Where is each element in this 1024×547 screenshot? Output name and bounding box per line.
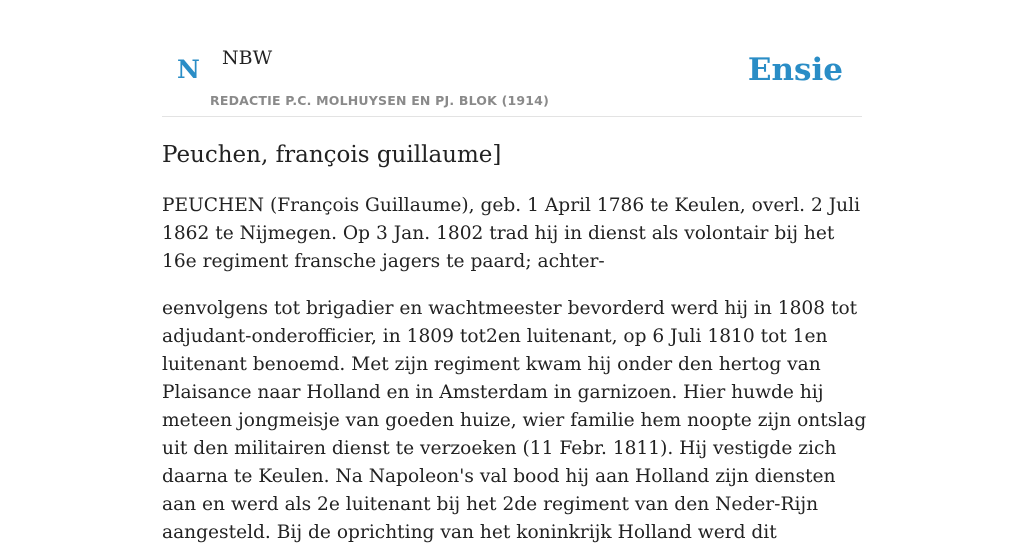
article-paragraph-2: eenvolgens tot brigadier en wachtmeester bevorderd werd hij in 1808 tot adjudant-onderofficier, in 1809 tot2en luitenant, op 6 Juli 1810 tot 1en luitenant benoemd. Met zijn regiment kwam hij onder den hertog van Plaisance naar Holland en in Amsterdam in garnizoen. Hier huwde hij meteen jongmeisje van goeden huize, wier familie hem noopte zijn ontslag uit den militairen dienst te verzoeken (11 Febr. 1811). Hij vestigde zich daarna te Keulen. Na Napoleon's val bood hij aan Holland zijn diensten aan en werd als 2e luitenant bij het 2de regiment van den Neder-Rijn aangesteld. Bij de oprichting van het koninkrijk Holland werd dit: [162, 298, 867, 543]
source-logo-icon[interactable]: N: [177, 55, 200, 84]
header: [162, 0, 862, 117]
page-title: Peuchen, françois guillaume]: [162, 142, 502, 168]
source-name[interactable]: NBW: [222, 47, 273, 69]
source-subtitle: REDACTIE P.C. MOLHUYSEN EN PJ. BLOK (1914): [210, 93, 549, 108]
brand-logo[interactable]: Ensie: [747, 52, 843, 88]
article-paragraph-1: PEUCHEN (François Guillaume), geb. 1 April 1786 te Keulen, overl. 2 Juli 1862 te Nijmegen. Op 3 Jan. 1802 trad hij in dienst als volontair bij het 16e regiment fransche jagers te paard; achter-: [162, 195, 861, 272]
